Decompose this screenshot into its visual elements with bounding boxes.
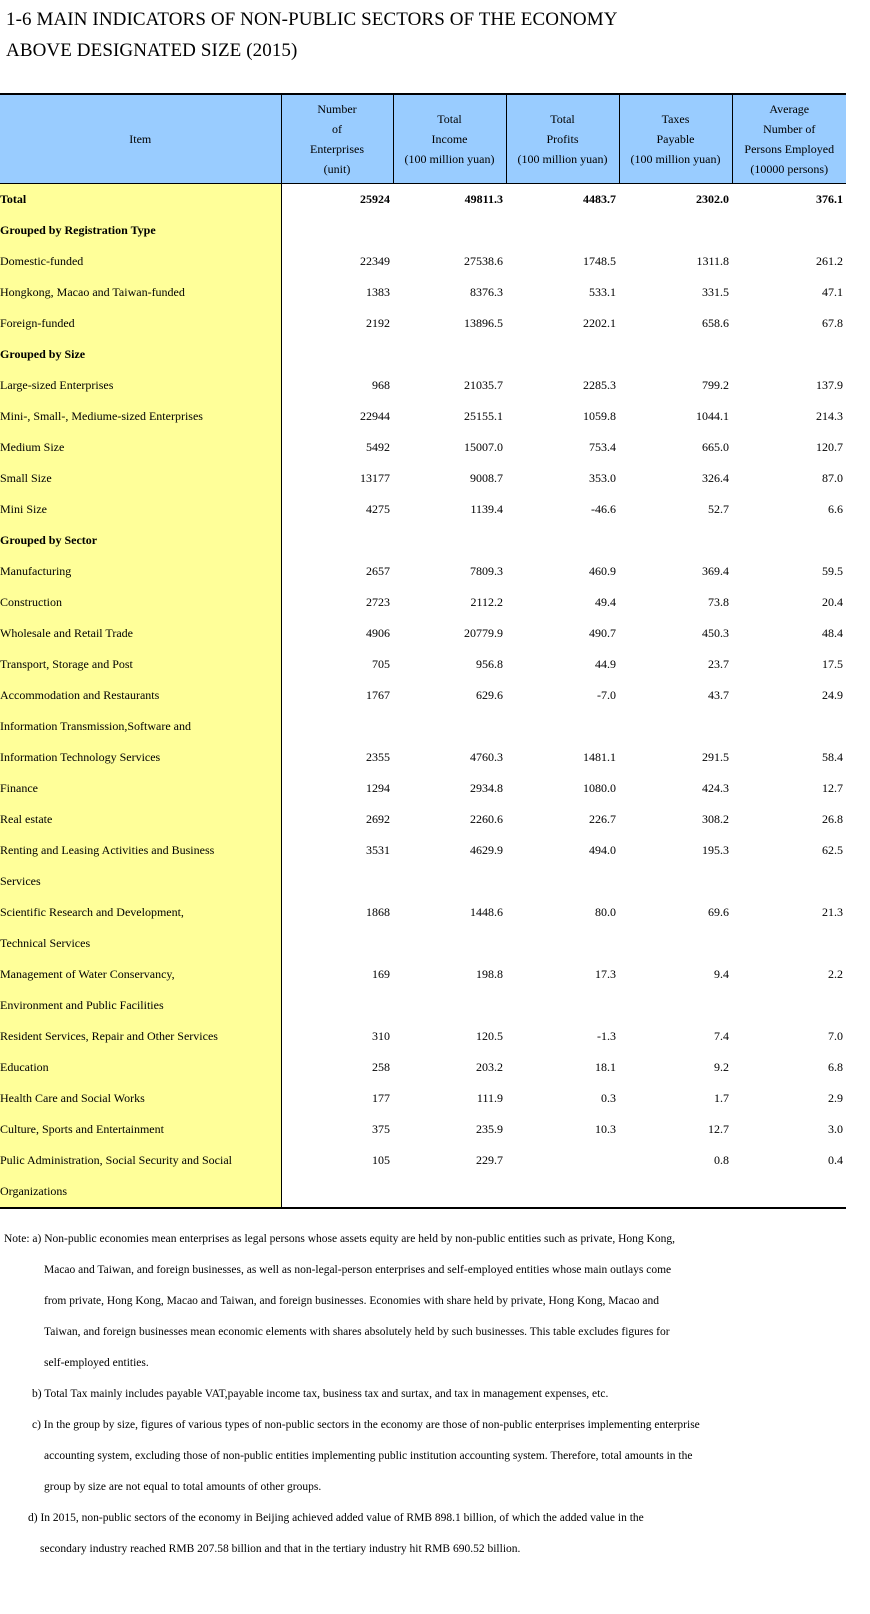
table-row <box>0 525 846 556</box>
cell-profits <box>506 711 619 742</box>
cell-profits: 1080.0 <box>583 781 616 795</box>
cell-profits: 226.7 <box>589 812 616 826</box>
cell-enterprises <box>281 928 393 959</box>
row-label: Hongkong, Macao and Taiwan-funded <box>0 277 281 308</box>
note-d-line-1: d) In 2015, non-public sectors of the economy in Beijing achieved added value of RMB 898.1 billion, of which the added value in the <box>28 1512 644 1524</box>
row-label: Services <box>0 866 281 897</box>
cell-enterprises: 1767 <box>366 688 390 702</box>
cell-employed: 214.3 <box>816 409 843 423</box>
table-row <box>0 184 846 216</box>
cell-enterprises: 2692 <box>366 812 390 826</box>
table-row <box>0 1021 846 1052</box>
cell-employed: 67.8 <box>822 316 843 330</box>
cell-enterprises: 25924 <box>360 192 390 206</box>
row-label: Mini Size <box>0 494 281 525</box>
header-profits: Total Profits (100 million yuan) <box>506 94 619 184</box>
cell-enterprises: 2192 <box>366 316 390 330</box>
note-a-line-5: self-employed entities. <box>44 1357 149 1369</box>
cell-taxes: 308.2 <box>702 812 729 826</box>
cell-employed: 21.3 <box>822 905 843 919</box>
cell-enterprises: 177 <box>372 1091 390 1105</box>
cell-taxes: 73.8 <box>708 595 729 609</box>
cell-income: 2260.6 <box>470 812 503 826</box>
cell-employed: 376.1 <box>816 192 843 206</box>
cell-employed <box>732 711 846 742</box>
cell-profits: 753.4 <box>589 440 616 454</box>
cell-employed <box>732 525 846 556</box>
cell-employed: 12.7 <box>822 781 843 795</box>
cell-profits: 1748.5 <box>583 254 616 268</box>
cell-enterprises: 968 <box>372 378 390 392</box>
cell-income: 229.7 <box>476 1153 503 1167</box>
cell-taxes <box>619 339 732 370</box>
cell-profits: 1481.1 <box>583 750 616 764</box>
cell-income: 198.8 <box>476 967 503 981</box>
row-label: Culture, Sports and Entertainment <box>0 1114 281 1145</box>
cell-employed: 20.4 <box>822 595 843 609</box>
cell-enterprises: 22349 <box>360 254 390 268</box>
cell-income: 120.5 <box>476 1029 503 1043</box>
table-row <box>0 1176 846 1208</box>
table-row <box>0 897 846 928</box>
header-taxes: Taxes Payable (100 million yuan) <box>619 94 732 184</box>
row-label: Technical Services <box>0 928 281 959</box>
cell-profits: 0.3 <box>601 1091 616 1105</box>
table-row <box>0 928 846 959</box>
cell-profits: 460.9 <box>589 564 616 578</box>
table-row <box>0 246 846 277</box>
table-row <box>0 866 846 897</box>
table-row <box>0 494 846 525</box>
note-a-line-2: Macao and Taiwan, and foreign businesses, as well as non-legal-person enterprises and self-employed entities whose main outlays come <box>44 1264 672 1276</box>
cell-employed: 6.8 <box>828 1060 843 1074</box>
cell-income <box>393 525 506 556</box>
cell-enterprises: 705 <box>372 657 390 671</box>
table-row <box>0 990 846 1021</box>
cell-enterprises: 1383 <box>366 285 390 299</box>
table-row <box>0 649 846 680</box>
cell-income: 4760.3 <box>470 750 503 764</box>
cell-taxes: 12.7 <box>708 1122 729 1136</box>
cell-taxes: 52.7 <box>708 502 729 516</box>
cell-employed <box>732 215 846 246</box>
note-a-line-3: from private, Hong Kong, Macao and Taiwan, and foreign businesses. Economies with share held by private, Hong Kong, Macao and <box>44 1295 660 1307</box>
table-row <box>0 835 846 866</box>
row-label: Total <box>0 184 281 216</box>
header-item: Item <box>0 94 281 184</box>
cell-taxes: 331.5 <box>702 285 729 299</box>
table-row <box>0 277 846 308</box>
cell-taxes: 9.4 <box>714 967 729 981</box>
cell-profits: 10.3 <box>595 1122 616 1136</box>
row-label: Large-sized Enterprises <box>0 370 281 401</box>
cell-profits: 4483.7 <box>583 192 616 206</box>
cell-enterprises: 4275 <box>366 502 390 516</box>
cell-profits: 490.7 <box>589 626 616 640</box>
cell-taxes: 0.8 <box>714 1153 729 1167</box>
row-label: Accommodation and Restaurants <box>0 680 281 711</box>
cell-enterprises: 1294 <box>366 781 390 795</box>
table-row <box>0 773 846 804</box>
row-label: Management of Water Conservancy, <box>0 959 281 990</box>
row-label: Small Size <box>0 463 281 494</box>
cell-profits: 533.1 <box>589 285 616 299</box>
table-row <box>0 308 846 339</box>
row-label: Resident Services, Repair and Other Services <box>0 1021 281 1052</box>
indicators-table <box>0 93 846 1209</box>
cell-employed: 24.9 <box>822 688 843 702</box>
cell-employed: 48.4 <box>822 626 843 640</box>
cell-profits: 17.3 <box>595 967 616 981</box>
cell-enterprises: 5492 <box>366 440 390 454</box>
cell-taxes: 291.5 <box>702 750 729 764</box>
cell-employed: 58.4 <box>822 750 843 764</box>
row-label: Grouped by Registration Type <box>0 215 281 246</box>
cell-employed: 2.2 <box>828 967 843 981</box>
cell-profits: 1059.8 <box>583 409 616 423</box>
cell-enterprises: 13177 <box>360 471 390 485</box>
cell-income: 7809.3 <box>470 564 503 578</box>
cell-employed <box>732 339 846 370</box>
cell-employed: 120.7 <box>816 440 843 454</box>
cell-profits <box>506 928 619 959</box>
cell-enterprises: 105 <box>372 1153 390 1167</box>
cell-taxes: 424.3 <box>702 781 729 795</box>
cell-income: 8376.3 <box>470 285 503 299</box>
row-label: Domestic-funded <box>0 246 281 277</box>
cell-enterprises: 258 <box>372 1060 390 1074</box>
cell-taxes <box>619 990 732 1021</box>
cell-profits <box>506 866 619 897</box>
note-b: b) Total Tax mainly includes payable VAT,payable income tax, business tax and surtax, and tax in management expenses, etc. <box>32 1388 609 1400</box>
cell-employed: 62.5 <box>822 843 843 857</box>
header-enterprises: Number of Enterprises (unit) <box>281 94 393 184</box>
cell-income: 2112.2 <box>470 595 503 609</box>
cell-employed: 6.6 <box>828 502 843 516</box>
cell-income: 20779.9 <box>464 626 503 640</box>
cell-taxes <box>619 866 732 897</box>
cell-profits: 49.4 <box>595 595 616 609</box>
cell-taxes: 369.4 <box>702 564 729 578</box>
header-income: Total Income (100 million yuan) <box>393 94 506 184</box>
cell-taxes <box>619 1176 732 1208</box>
cell-enterprises: 310 <box>372 1029 390 1043</box>
cell-profits <box>506 215 619 246</box>
cell-profits: 18.1 <box>595 1060 616 1074</box>
cell-taxes: 1311.8 <box>696 254 729 268</box>
cell-profits: -7.0 <box>597 688 616 702</box>
note-a-line-4: Taiwan, and foreign businesses mean economic elements with shares absolutely held by such businesses. This table excludes figures for <box>44 1326 670 1338</box>
row-label: Manufacturing <box>0 556 281 587</box>
table-row <box>0 463 846 494</box>
cell-income: 25155.1 <box>464 409 503 423</box>
table-row <box>0 1052 846 1083</box>
cell-enterprises: 1868 <box>366 905 390 919</box>
row-label: Transport, Storage and Post <box>0 649 281 680</box>
cell-enterprises <box>281 339 393 370</box>
cell-taxes <box>619 711 732 742</box>
cell-income: 4629.9 <box>470 843 503 857</box>
cell-enterprises: 2657 <box>366 564 390 578</box>
table-row <box>0 1083 846 1114</box>
cell-profits: 2285.3 <box>583 378 616 392</box>
cell-enterprises: 2723 <box>366 595 390 609</box>
note-c-line-2: accounting system, excluding those of non-public entities implementing public institution accounting system. Therefore, total amounts in the <box>44 1450 693 1462</box>
table-row <box>0 618 846 649</box>
cell-income: 111.9 <box>476 1091 503 1105</box>
row-label: Renting and Leasing Activities and Business <box>0 835 281 866</box>
table-notes <box>4 1224 846 1565</box>
title-line-2: ABOVE DESIGNATED SIZE (2015) <box>6 40 298 61</box>
note-a-line-1: Note: a) Non-public economies mean enterprises as legal persons whose assets equity are held by non-public entities such as private, Hong Kong, <box>4 1233 675 1245</box>
cell-profits <box>506 339 619 370</box>
cell-profits: 494.0 <box>589 843 616 857</box>
cell-income <box>393 711 506 742</box>
cell-employed <box>732 866 846 897</box>
cell-employed: 3.0 <box>828 1122 843 1136</box>
row-label: Information Transmission,Software and <box>0 711 281 742</box>
row-label: Education <box>0 1052 281 1083</box>
cell-income: 2934.8 <box>470 781 503 795</box>
cell-employed: 47.1 <box>822 285 843 299</box>
cell-enterprises <box>281 711 393 742</box>
cell-enterprises: 169 <box>372 967 390 981</box>
cell-enterprises <box>281 1176 393 1208</box>
title-line-1: 1-6 MAIN INDICATORS OF NON-PUBLIC SECTORS OF THE ECONOMY <box>6 9 618 30</box>
cell-taxes: 799.2 <box>702 378 729 392</box>
cell-enterprises: 375 <box>372 1122 390 1136</box>
cell-enterprises <box>281 215 393 246</box>
cell-enterprises: 3531 <box>366 843 390 857</box>
cell-taxes: 665.0 <box>702 440 729 454</box>
cell-employed <box>732 1176 846 1208</box>
cell-income: 13896.5 <box>464 316 503 330</box>
cell-enterprises: 2355 <box>366 750 390 764</box>
cell-taxes: 658.6 <box>702 316 729 330</box>
row-label: Scientific Research and Development, <box>0 897 281 928</box>
row-label: Organizations <box>0 1176 281 1208</box>
note-c-line-3: group by size are not equal to total amounts of other groups. <box>44 1481 322 1493</box>
cell-income: 9008.7 <box>470 471 503 485</box>
table-row <box>0 711 846 742</box>
cell-income: 629.6 <box>476 688 503 702</box>
cell-taxes <box>619 525 732 556</box>
row-label: Wholesale and Retail Trade <box>0 618 281 649</box>
row-label: Construction <box>0 587 281 618</box>
cell-income: 15007.0 <box>464 440 503 454</box>
cell-employed: 59.5 <box>822 564 843 578</box>
row-label: Real estate <box>0 804 281 835</box>
cell-income <box>393 1176 506 1208</box>
cell-enterprises: 4906 <box>366 626 390 640</box>
cell-taxes: 23.7 <box>708 657 729 671</box>
table-row <box>0 587 846 618</box>
table-row <box>0 804 846 835</box>
cell-income: 203.2 <box>476 1060 503 1074</box>
cell-taxes: 2302.0 <box>696 192 729 206</box>
cell-income: 49811.3 <box>464 192 503 206</box>
cell-employed: 87.0 <box>822 471 843 485</box>
cell-employed <box>732 928 846 959</box>
cell-income: 21035.7 <box>464 378 503 392</box>
table-row <box>0 401 846 432</box>
cell-taxes: 69.6 <box>708 905 729 919</box>
header-row <box>0 94 846 184</box>
cell-taxes: 1.7 <box>714 1091 729 1105</box>
cell-employed: 26.8 <box>822 812 843 826</box>
cell-profits <box>506 1145 619 1176</box>
table-row <box>0 959 846 990</box>
cell-employed: 2.9 <box>828 1091 843 1105</box>
cell-profits: 44.9 <box>595 657 616 671</box>
cell-employed: 17.5 <box>822 657 843 671</box>
row-label: Foreign-funded <box>0 308 281 339</box>
row-label: Finance <box>0 773 281 804</box>
table-row <box>0 215 846 246</box>
cell-employed: 137.9 <box>816 378 843 392</box>
cell-income: 956.8 <box>476 657 503 671</box>
cell-profits: -1.3 <box>597 1029 616 1043</box>
cell-profits <box>506 525 619 556</box>
cell-profits: 80.0 <box>595 905 616 919</box>
cell-taxes: 7.4 <box>714 1029 729 1043</box>
cell-profits <box>506 990 619 1021</box>
table-row <box>0 680 846 711</box>
header-employed: Average Number of Persons Employed (10000 persons) <box>732 94 846 184</box>
cell-enterprises <box>281 990 393 1021</box>
cell-income <box>393 339 506 370</box>
page-title <box>6 4 846 66</box>
cell-income: 1139.4 <box>470 502 503 516</box>
table-row <box>0 1114 846 1145</box>
cell-employed: 0.4 <box>828 1153 843 1167</box>
cell-profits: 353.0 <box>589 471 616 485</box>
cell-profits <box>506 1176 619 1208</box>
cell-income <box>393 990 506 1021</box>
row-label: Information Technology Services <box>0 742 281 773</box>
cell-income <box>393 928 506 959</box>
cell-income <box>393 866 506 897</box>
note-c-line-1: c) In the group by size, figures of various types of non-public sectors in the economy are those of non-public enterprises implementing enterprise <box>32 1419 700 1431</box>
cell-enterprises <box>281 866 393 897</box>
cell-income: 27538.6 <box>464 254 503 268</box>
table-row <box>0 339 846 370</box>
table-row <box>0 432 846 463</box>
cell-employed: 7.0 <box>828 1029 843 1043</box>
row-label: Medium Size <box>0 432 281 463</box>
row-label: Health Care and Social Works <box>0 1083 281 1114</box>
row-label: Grouped by Sector <box>0 525 281 556</box>
cell-employed: 261.2 <box>816 254 843 268</box>
row-label: Grouped by Size <box>0 339 281 370</box>
table-row <box>0 556 846 587</box>
cell-profits: 2202.1 <box>583 316 616 330</box>
cell-taxes: 1044.1 <box>696 409 729 423</box>
cell-employed <box>732 990 846 1021</box>
cell-taxes <box>619 928 732 959</box>
cell-enterprises: 22944 <box>360 409 390 423</box>
cell-taxes: 450.3 <box>702 626 729 640</box>
cell-income: 235.9 <box>476 1122 503 1136</box>
row-label: Environment and Public Facilities <box>0 990 281 1021</box>
cell-enterprises <box>281 525 393 556</box>
cell-taxes: 43.7 <box>708 688 729 702</box>
cell-income: 1448.6 <box>470 905 503 919</box>
table-row <box>0 1145 846 1176</box>
cell-income <box>393 215 506 246</box>
row-label: Mini-, Small-, Mediume-sized Enterprises <box>0 401 281 432</box>
table-row <box>0 742 846 773</box>
row-label: Pulic Administration, Social Security and Social <box>0 1145 281 1176</box>
cell-taxes: 9.2 <box>714 1060 729 1074</box>
cell-taxes: 326.4 <box>702 471 729 485</box>
note-d-line-2: secondary industry reached RMB 207.58 billion and that in the tertiary industry hit RMB 690.52 billion. <box>40 1543 521 1555</box>
table-row <box>0 370 846 401</box>
cell-taxes <box>619 215 732 246</box>
cell-profits: -46.6 <box>591 502 616 516</box>
cell-taxes: 195.3 <box>702 843 729 857</box>
